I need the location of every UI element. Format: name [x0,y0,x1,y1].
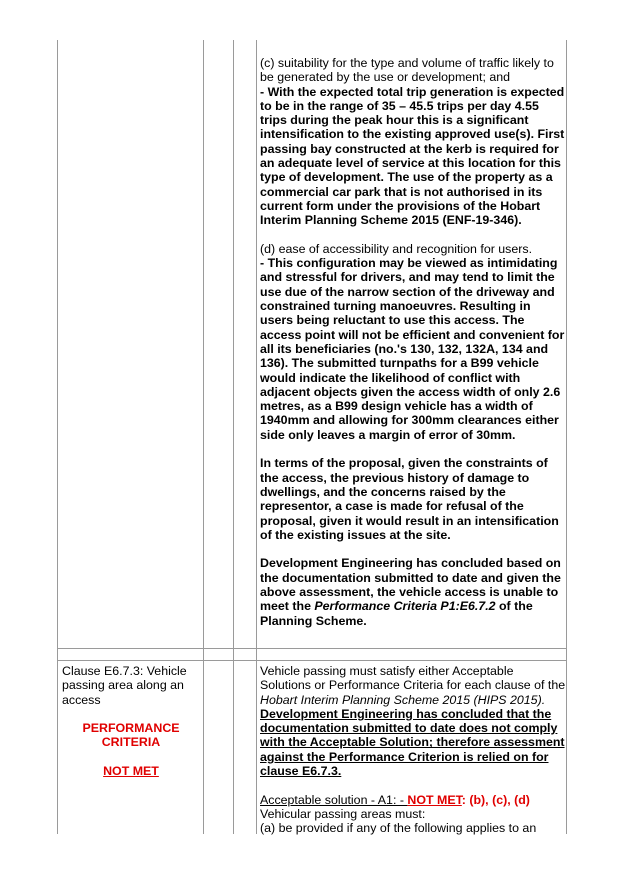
table-border-left [57,40,58,834]
acceptable-solution-label: Acceptable solution - A1: - [260,792,408,807]
table-border-col2 [203,40,204,834]
passing-item-a: (a) be provided if any of the following applies to an [260,821,537,836]
criterion-c-label: (c) suitability for the type and volume of traffic likely to be generated by the use or development; and [260,56,554,85]
planning-scheme-name: Hobart Interim Planning Scheme 2015 (HIPS 2015). [260,692,546,707]
row1-content-cell [260,56,566,628]
status-performance-criteria: PERFORMANCE CRITERIA [82,721,180,750]
criterion-d-label: (d) ease of accessibility and recognition for users. [260,241,533,256]
row-divider-top [57,648,567,649]
conclusion-paragraph [260,556,566,627]
acceptable-solution-status: NOT MET [407,792,462,807]
proposal-paragraph: In terms of the proposal, given the constraints of the access, the previous history of damage to dwellings, and the concerns raised by the representor, a case is made for refusal of the proposal, given it would result in an intensification of the existing issues at the site. [260,456,559,542]
clause-title: Clause E6.7.3: Vehicle passing area along an access [62,664,187,707]
passing-intro [260,664,566,707]
conclusion-text: Development Engineering has concluded based on the documentation submitted to date and given the above assessment, the vehicle access is unable to meet the [260,556,561,614]
table-border-col4 [256,40,257,834]
row-divider-bottom [57,660,567,661]
table-border-col3 [233,40,234,834]
acceptable-solution-items: : (b), (c), (d) [461,792,530,807]
compliance-conclusion: Development Engineering has concluded that the documentation submitted to date does not comply with the Acceptable Solution; therefore assessment against the Performance Criterion is relied on for clause E6.7.3. [260,706,565,779]
passing-intro-text: Vehicle passing must satisfy either Acceptable Solutions or Performance Criteria for each clause of the [260,664,566,693]
row2-content-cell [260,664,566,836]
table-border-right [566,40,567,834]
conclusion-criteria: Performance Criteria P1:E6.7.2 [314,599,496,614]
passing-must-label: Vehicular passing areas must: [260,806,426,821]
acceptable-solution-line [260,793,566,807]
conclusion-end: of the Planning Scheme. [260,599,533,628]
criterion-d-response: - This configuration may be viewed as intimidating and stressful for drivers, and may tend to limit the use due of the narrow section of the driveway and constrained turning manoeuvres. Resulting in users being reluctant to use this access. The access point will not be efficient and convenient for all its beneficiaries (no.'s 130, 132, 132A, 134 and 136). The submitted turnpaths for a B99 vehicle would indicate the likelihood of conflict with adjacent objects given the access width of only 2.6 metres, as a B99 design vehicle has a width of 1940mm and allowing for 300mm clearances either side only leaves a margin of error of 30mm. [260,256,565,442]
status-not-met: NOT MET [103,764,159,779]
criterion-c-response: - With the expected total trip generation is expected to be in the range of 35 – 45.5 trips per day 4.55 trips during the peak hour this is a significant intensification to the existing approved use(s). First passing bay constructed at the kerb is required for an adequate level of service at this location for this type of development. The use of the property as a commercial car park that is not authorised in its current form under the provisions of the Hobart Interim Planning Scheme 2015 (ENF-19-346). [260,84,565,228]
row2-clause-cell [59,664,203,778]
